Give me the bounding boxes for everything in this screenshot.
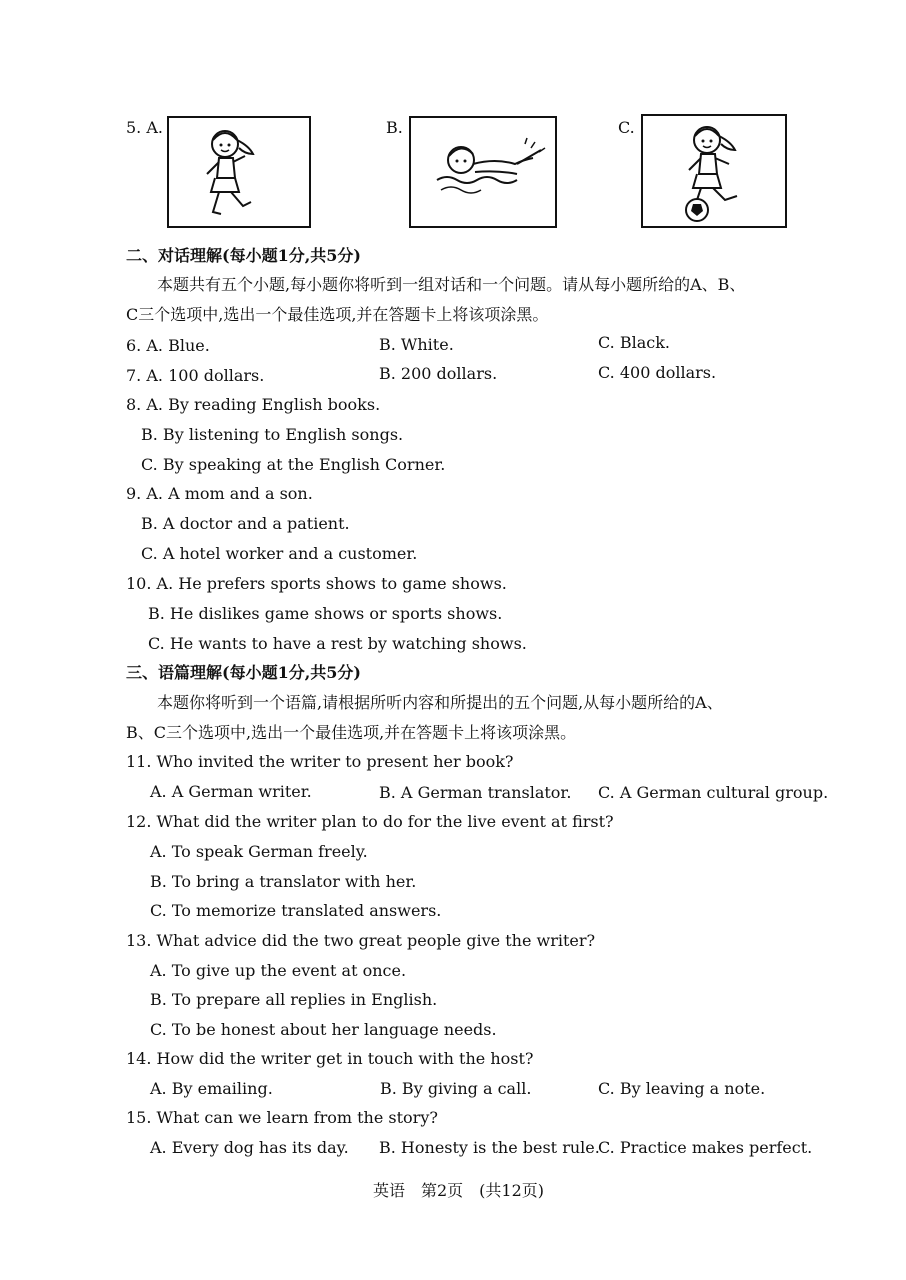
q5-image-c-football-girl bbox=[641, 114, 787, 228]
q8-option-b: B. By listening to English songs. bbox=[141, 425, 404, 444]
q14-option-c: C. By leaving a note. bbox=[598, 1079, 766, 1098]
q10-option-c: C. He wants to have a rest by watching shows. bbox=[148, 634, 527, 653]
q12-question: 12. What did the writer plan to do for the live event at first? bbox=[126, 812, 614, 831]
q11-option-b: B. A German translator. bbox=[379, 783, 572, 802]
q8-option-c: C. By speaking at the English Corner. bbox=[141, 455, 446, 474]
q14-option-a: A. By emailing. bbox=[150, 1079, 273, 1098]
q5-image-b-swimming-girl bbox=[409, 116, 557, 228]
q14-question: 14. How did the writer get in touch with the host? bbox=[126, 1049, 534, 1068]
q8-option-a: 8. A. By reading English books. bbox=[126, 395, 381, 414]
q15-question: 15. What can we learn from the story? bbox=[126, 1108, 438, 1127]
q10-option-a: 10. A. He prefers sports shows to game shows. bbox=[126, 574, 507, 593]
q6-option-b: B. White. bbox=[379, 335, 454, 354]
q11-option-a: A. A German writer. bbox=[150, 782, 312, 801]
q5-image-a-running-girl bbox=[167, 116, 311, 228]
q12-option-a: A. To speak German freely. bbox=[150, 842, 368, 861]
q15-option-b: B. Honesty is the best rule. bbox=[379, 1138, 600, 1157]
q7-option-b: B. 200 dollars. bbox=[379, 364, 498, 383]
q15-option-c: C. Practice makes perfect. bbox=[598, 1138, 813, 1157]
q11-question: 11. Who invited the writer to present her book? bbox=[126, 752, 514, 771]
q7-option-c: C. 400 dollars. bbox=[598, 363, 717, 382]
q15-option-a: A. Every dog has its day. bbox=[150, 1138, 349, 1157]
q12-option-b: B. To bring a translator with her. bbox=[150, 872, 417, 891]
q9-option-a: 9. A. A mom and a son. bbox=[126, 484, 313, 503]
q6-option-a: 6. A. Blue. bbox=[126, 336, 210, 355]
section3-heading: 三、语篇理解(每小题1分,共5分) bbox=[126, 663, 361, 682]
section2-instructions-line2: C三个选项中,选出一个最佳选项,并在答题卡上将该项涂黑。 bbox=[126, 305, 549, 324]
q5-label-c: C. bbox=[618, 118, 635, 137]
q14-option-b: B. By giving a call. bbox=[380, 1079, 532, 1098]
section2-instructions-line1: 本题共有五个小题,每小题你将听到一组对话和一个问题。请从每小题所给的A、B、 bbox=[157, 275, 746, 294]
section2-heading: 二、对话理解(每小题1分,共5分) bbox=[126, 246, 361, 265]
q5-label-a: 5. A. bbox=[126, 118, 163, 137]
q9-option-b: B. A doctor and a patient. bbox=[141, 514, 350, 533]
q11-option-c: C. A German cultural group. bbox=[598, 783, 829, 802]
q7-option-a: 7. A. 100 dollars. bbox=[126, 366, 265, 385]
q13-option-b: B. To prepare all replies in English. bbox=[150, 990, 438, 1009]
page-footer: 英语 第2页 (共12页) bbox=[373, 1181, 545, 1200]
q9-option-c: C. A hotel worker and a customer. bbox=[141, 544, 418, 563]
q6-option-c: C. Black. bbox=[598, 333, 670, 352]
q5-label-b: B. bbox=[386, 118, 403, 137]
q13-option-a: A. To give up the event at once. bbox=[150, 961, 407, 980]
q13-option-c: C. To be honest about her language needs. bbox=[150, 1020, 497, 1039]
section3-instructions-line1: 本题你将听到一个语篇,请根据所听内容和所提出的五个问题,从每小题所给的A、 bbox=[157, 693, 723, 712]
q13-question: 13. What advice did the two great people give the writer? bbox=[126, 931, 596, 950]
q12-option-c: C. To memorize translated answers. bbox=[150, 901, 442, 920]
section3-instructions-line2: B、C三个选项中,选出一个最佳选项,并在答题卡上将该项涂黑。 bbox=[126, 723, 577, 742]
q10-option-b: B. He dislikes game shows or sports shows. bbox=[148, 604, 503, 623]
